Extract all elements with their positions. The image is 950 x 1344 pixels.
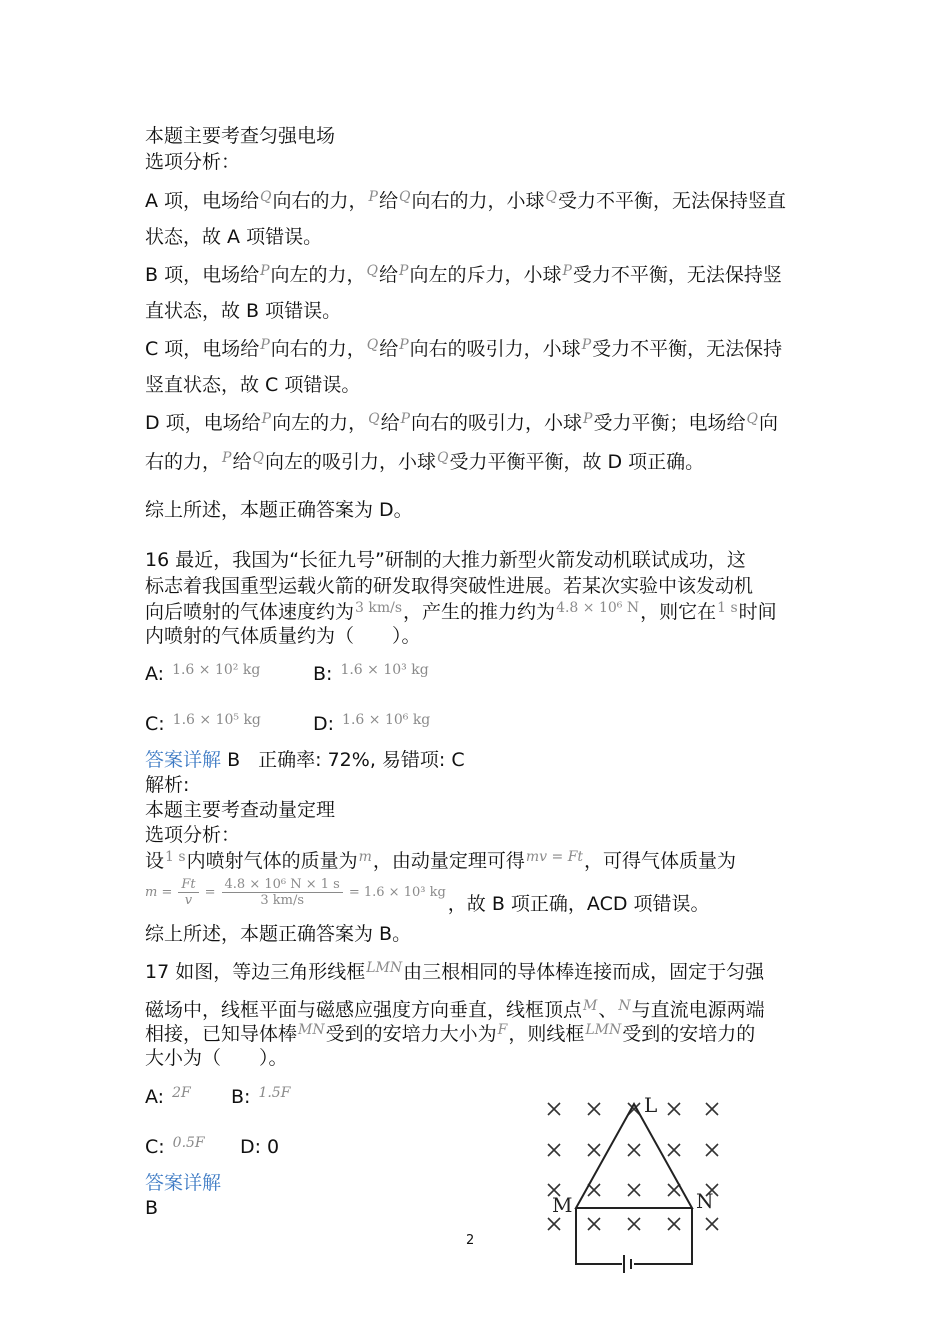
topic-line: 本题主要考查匀强电场 xyxy=(145,125,336,147)
q16-option-b[interactable]: B: $^{1.6 \times 10^3 kg}$ xyxy=(313,662,429,685)
q17-option-a[interactable]: A: $^{2F}$ xyxy=(145,1085,191,1108)
q17-text-line1: 17 如图，等边三角形线框$^{LMN}$由三根相同的导体棒连接而成，固定于匀强 xyxy=(145,960,765,983)
q17-answer-detail-link[interactable]: 答案详解 xyxy=(145,1172,222,1194)
q16-option-c[interactable]: C: $^{1.6 \times 10^5 kg}$ xyxy=(145,712,261,735)
q16-text-line2: 标志着我国重型运载火箭的研发取得突破性进展。若某次实验中该发动机 xyxy=(145,575,754,597)
q17-option-d[interactable]: D: 0 xyxy=(240,1136,280,1158)
option-d-line1: D 项，电场给$^P$向左的力，$^Q$给$^P$向右的吸引力，小球$^P$受力平衡；电场给$^Q$向 xyxy=(145,411,778,434)
vertex-label-N: N xyxy=(696,1189,714,1213)
q16-option-a[interactable]: A: $^{1.6 \times 10^2 kg}$ xyxy=(145,662,261,685)
q16-option-d[interactable]: D: $^{1.6 \times 10^6 kg}$ xyxy=(313,712,431,735)
q16-topic: 本题主要考查动量定理 xyxy=(145,799,336,821)
option-b-line1: B 项，电场给$^P$向左的力，$^Q$给$^P$向左的斥力，小球$^P$受力不平衡，无法保持竖 xyxy=(145,263,782,286)
page-number: 2 xyxy=(466,1233,475,1248)
option-d-line2: 右的力，$^P$给$^Q$向左的吸引力，小球$^Q$受力平衡平衡，故 D 项正确。 xyxy=(145,450,705,473)
q16-analysis-label: 选项分析： xyxy=(145,824,241,846)
option-b-line2: 直状态，故 B 项错误。 xyxy=(145,300,342,322)
vertex-label-L: L xyxy=(644,1094,658,1117)
q17-text-line3: 相接，已知导体棒$^{MN}$受到的安培力大小为$^F$，则线框$^{LMN}$受到的安培力的 xyxy=(145,1022,756,1045)
triangle-frame xyxy=(576,1104,692,1208)
q16-answer-row xyxy=(145,748,465,772)
answer-detail-link[interactable]: 答案详解 xyxy=(145,749,222,771)
jiexi-label: 解析: xyxy=(145,774,190,796)
q17-option-b[interactable]: B: $^{1.5F}$ xyxy=(231,1085,291,1108)
q16-text-line4: 内喷射的气体质量约为（ ）。 xyxy=(145,625,421,647)
q16-summary: 综上所述，本题正确答案为 B。 xyxy=(145,923,412,945)
q17-answer-letter: B xyxy=(145,1197,159,1219)
q16-solution-line1: 设$^{1 s}$内喷射气体的质量为$^m$，由动量定理可得$^{mv = Ft}$，可得气体质量为 xyxy=(145,849,737,872)
answer-letter: B xyxy=(227,749,241,771)
dc-circuit xyxy=(576,1208,692,1273)
q17-text-line4: 大小为（ ）。 xyxy=(145,1047,288,1069)
option-a-line2: 状态，故 A 项错误。 xyxy=(145,226,323,248)
q17-option-c[interactable]: C: $^{0.5F}$ xyxy=(145,1135,205,1158)
option-c-line1: C 项，电场给$^P$向右的力，$^Q$给$^P$向右的吸引力，小球$^P$受力不平衡，无法保持 xyxy=(145,337,783,360)
answer-stats: 正确率: 72%, 易错项: C xyxy=(258,749,465,771)
q16-formula: m = $\frac{Ft}{v}$ = $\frac{\text{4.8 × 10⁶ N × 1 s}}{3 km/s}$ = 1.6 × 10³ kg ，故 B 项正确，ACD 项错误。 xyxy=(145,876,710,915)
q16-text-line3: 向后喷射的气体速度约为$^{3 km/s}$，产生的推力约为$^{4.8 \times 10^6 N}$，则它在$^{1 s}$时间 xyxy=(145,600,777,623)
q17-text-line2: 磁场中，线框平面与磁感应强度方向垂直，线框顶点$^M$、$^N$与直流电源两端 xyxy=(145,998,765,1021)
vertex-label-M: M xyxy=(552,1193,573,1217)
analysis-label: 选项分析： xyxy=(145,151,241,173)
magnetic-field-figure xyxy=(540,1094,730,1274)
option-c-line2: 竖直状态，故 C 项错误。 xyxy=(145,374,361,396)
q16-text-line1: 16 最近，我国为“长征九号”研制的大推力新型火箭发动机联试成功，这 xyxy=(145,549,746,571)
option-a-line1: A 项，电场给$^Q$向右的力，$^P$给$^Q$向右的力，小球$^Q$受力不平衡，无法保持竖直 xyxy=(145,189,786,212)
summary-line: 综上所述，本题正确答案为 D。 xyxy=(145,499,413,521)
